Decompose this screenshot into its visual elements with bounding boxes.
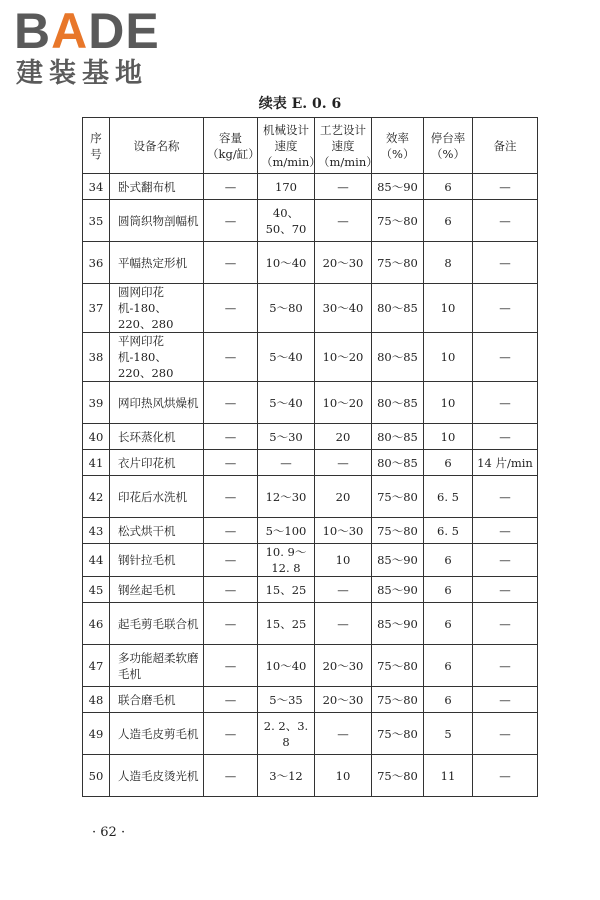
header-no: 序号 bbox=[83, 118, 110, 174]
process-speed-cell: 20～30 bbox=[315, 687, 372, 713]
stop-rate-cell: 10 bbox=[424, 284, 473, 333]
capacity-cell: — bbox=[204, 284, 258, 333]
efficiency-cell: 75～80 bbox=[372, 687, 424, 713]
equipment-name-cell: 起毛剪毛联合机 bbox=[110, 603, 204, 645]
header-capacity: 容量（kg/缸） bbox=[204, 118, 258, 174]
row-number-cell: 50 bbox=[83, 755, 110, 797]
equipment-name-cell: 平网印花机-180、220、280 bbox=[110, 333, 204, 382]
process-speed-cell: 10 bbox=[315, 544, 372, 577]
capacity-cell: — bbox=[204, 424, 258, 450]
capacity-cell: — bbox=[204, 518, 258, 544]
row-number-cell: 37 bbox=[83, 284, 110, 333]
table-row bbox=[83, 174, 538, 200]
table-row bbox=[83, 603, 538, 645]
table-row bbox=[83, 382, 538, 424]
equipment-name-cell: 钢针拉毛机 bbox=[110, 544, 204, 577]
equipment-name-cell: 钢丝起毛机 bbox=[110, 577, 204, 603]
efficiency-cell: 80～85 bbox=[372, 450, 424, 476]
equipment-name-cell: 圆网印花机-180、220、280 bbox=[110, 284, 204, 333]
process-speed-cell: 10～20 bbox=[315, 333, 372, 382]
equipment-name-cell: 松式烘干机 bbox=[110, 518, 204, 544]
stop-rate-cell: 11 bbox=[424, 755, 473, 797]
mech-speed-cell: 12～30 bbox=[258, 476, 315, 518]
mech-speed-cell: 40、50、70 bbox=[258, 200, 315, 242]
stop-rate-cell: 10 bbox=[424, 382, 473, 424]
stop-rate-cell: 6 bbox=[424, 603, 473, 645]
capacity-cell: — bbox=[204, 333, 258, 382]
equipment-name-cell: 长环蒸化机 bbox=[110, 424, 204, 450]
row-number-cell: 39 bbox=[83, 382, 110, 424]
table-row bbox=[83, 755, 538, 797]
capacity-cell: — bbox=[204, 450, 258, 476]
note-cell: — bbox=[473, 424, 538, 450]
mech-speed-cell: 10～40 bbox=[258, 645, 315, 687]
stop-rate-cell: 6 bbox=[424, 450, 473, 476]
row-number-cell: 43 bbox=[83, 518, 110, 544]
row-number-cell: 48 bbox=[83, 687, 110, 713]
efficiency-cell: 75～80 bbox=[372, 476, 424, 518]
mech-speed-cell: 5～40 bbox=[258, 333, 315, 382]
efficiency-cell: 75～80 bbox=[372, 755, 424, 797]
mech-speed-cell: 170 bbox=[258, 174, 315, 200]
mech-speed-cell: 10～40 bbox=[258, 242, 315, 284]
equipment-name-cell: 人造毛皮剪毛机 bbox=[110, 713, 204, 755]
equipment-name-cell: 多功能超柔软磨毛机 bbox=[110, 645, 204, 687]
capacity-cell: — bbox=[204, 242, 258, 284]
process-speed-cell: — bbox=[315, 713, 372, 755]
mech-speed-cell: 5～80 bbox=[258, 284, 315, 333]
equipment-name-cell: 印花后水洗机 bbox=[110, 476, 204, 518]
row-number-cell: 46 bbox=[83, 603, 110, 645]
capacity-cell: — bbox=[204, 645, 258, 687]
stop-rate-cell: 8 bbox=[424, 242, 473, 284]
note-cell: — bbox=[473, 174, 538, 200]
capacity-cell: — bbox=[204, 174, 258, 200]
mech-speed-cell: — bbox=[258, 450, 315, 476]
row-number-cell: 34 bbox=[83, 174, 110, 200]
mech-speed-cell: 10. 9～12. 8 bbox=[258, 544, 315, 577]
process-speed-cell: 20 bbox=[315, 476, 372, 518]
table-row bbox=[83, 242, 538, 284]
header-stop-rate: 停台率（%） bbox=[424, 118, 473, 174]
mech-speed-cell: 5～30 bbox=[258, 424, 315, 450]
table-row bbox=[83, 687, 538, 713]
process-speed-cell: 10 bbox=[315, 755, 372, 797]
efficiency-cell: 80～85 bbox=[372, 382, 424, 424]
note-cell: — bbox=[473, 645, 538, 687]
note-cell: — bbox=[473, 713, 538, 755]
capacity-cell: — bbox=[204, 200, 258, 242]
capacity-cell: — bbox=[204, 577, 258, 603]
capacity-cell: — bbox=[204, 755, 258, 797]
process-speed-cell: 20～30 bbox=[315, 242, 372, 284]
equipment-name-cell: 平幅热定形机 bbox=[110, 242, 204, 284]
process-speed-cell: 20～30 bbox=[315, 645, 372, 687]
note-cell: — bbox=[473, 476, 538, 518]
note-cell: — bbox=[473, 518, 538, 544]
equipment-name-cell: 衣片印花机 bbox=[110, 450, 204, 476]
row-number-cell: 47 bbox=[83, 645, 110, 687]
efficiency-cell: 75～80 bbox=[372, 645, 424, 687]
equipment-name-cell: 网印热风烘燥机 bbox=[110, 382, 204, 424]
table-row bbox=[83, 200, 538, 242]
table-body bbox=[83, 174, 538, 797]
stop-rate-cell: 6 bbox=[424, 645, 473, 687]
table-row bbox=[83, 476, 538, 518]
process-speed-cell: — bbox=[315, 174, 372, 200]
stop-rate-cell: 10 bbox=[424, 333, 473, 382]
note-cell: — bbox=[473, 687, 538, 713]
stop-rate-cell: 6 bbox=[424, 174, 473, 200]
process-speed-cell: — bbox=[315, 450, 372, 476]
equipment-table bbox=[82, 117, 538, 797]
row-number-cell: 40 bbox=[83, 424, 110, 450]
table-row bbox=[83, 713, 538, 755]
stop-rate-cell: 6 bbox=[424, 687, 473, 713]
mech-speed-cell: 15、25 bbox=[258, 577, 315, 603]
efficiency-cell: 85～90 bbox=[372, 174, 424, 200]
efficiency-cell: 75～80 bbox=[372, 713, 424, 755]
table-row bbox=[83, 645, 538, 687]
mech-speed-cell: 5～40 bbox=[258, 382, 315, 424]
efficiency-cell: 75～80 bbox=[372, 518, 424, 544]
equipment-name-cell: 卧式翻布机 bbox=[110, 174, 204, 200]
header-note: 备注 bbox=[473, 118, 538, 174]
row-number-cell: 38 bbox=[83, 333, 110, 382]
note-cell: — bbox=[473, 755, 538, 797]
row-number-cell: 36 bbox=[83, 242, 110, 284]
efficiency-cell: 80～85 bbox=[372, 424, 424, 450]
efficiency-cell: 85～90 bbox=[372, 544, 424, 577]
header-efficiency: 效率（%） bbox=[372, 118, 424, 174]
table-header-row bbox=[83, 118, 538, 174]
table-caption: 续表 E. 0. 6 bbox=[258, 96, 342, 112]
capacity-cell: — bbox=[204, 544, 258, 577]
table-row bbox=[83, 333, 538, 382]
efficiency-cell: 80～85 bbox=[372, 284, 424, 333]
process-speed-cell: — bbox=[315, 200, 372, 242]
note-cell: — bbox=[473, 284, 538, 333]
table-row bbox=[83, 544, 538, 577]
logo-subtitle: 建装基地 bbox=[16, 58, 148, 89]
capacity-cell: — bbox=[204, 476, 258, 518]
note-cell: — bbox=[473, 382, 538, 424]
header-name: 设备名称 bbox=[110, 118, 204, 174]
stop-rate-cell: 6. 5 bbox=[424, 518, 473, 544]
capacity-cell: — bbox=[204, 713, 258, 755]
equipment-name-cell: 联合磨毛机 bbox=[110, 687, 204, 713]
table-row bbox=[83, 577, 538, 603]
mech-speed-cell: 5～100 bbox=[258, 518, 315, 544]
equipment-name-cell: 圆筒织物剖幅机 bbox=[110, 200, 204, 242]
row-number-cell: 41 bbox=[83, 450, 110, 476]
stop-rate-cell: 6 bbox=[424, 544, 473, 577]
bade-logo bbox=[14, 3, 184, 92]
process-speed-cell: — bbox=[315, 603, 372, 645]
note-cell: 14 片/min bbox=[473, 450, 538, 476]
efficiency-cell: 75～80 bbox=[372, 200, 424, 242]
capacity-cell: — bbox=[204, 382, 258, 424]
row-number-cell: 44 bbox=[83, 544, 110, 577]
efficiency-cell: 85～90 bbox=[372, 603, 424, 645]
row-number-cell: 45 bbox=[83, 577, 110, 603]
header-mech-speed: 机械设计速度（m/min） bbox=[258, 118, 315, 174]
mech-speed-cell: 15、25 bbox=[258, 603, 315, 645]
process-speed-cell: 20 bbox=[315, 424, 372, 450]
row-number-cell: 49 bbox=[83, 713, 110, 755]
stop-rate-cell: 10 bbox=[424, 424, 473, 450]
table-row bbox=[83, 424, 538, 450]
note-cell: — bbox=[473, 544, 538, 577]
process-speed-cell: 10～30 bbox=[315, 518, 372, 544]
note-cell: — bbox=[473, 603, 538, 645]
stop-rate-cell: 6. 5 bbox=[424, 476, 473, 518]
table-row bbox=[83, 518, 538, 544]
process-speed-cell: 30～40 bbox=[315, 284, 372, 333]
mech-speed-cell: 2. 2、3. 8 bbox=[258, 713, 315, 755]
stop-rate-cell: 5 bbox=[424, 713, 473, 755]
stop-rate-cell: 6 bbox=[424, 200, 473, 242]
equipment-name-cell: 人造毛皮烫光机 bbox=[110, 755, 204, 797]
note-cell: — bbox=[473, 242, 538, 284]
header-process-speed: 工艺设计速度（m/min） bbox=[315, 118, 372, 174]
note-cell: — bbox=[473, 200, 538, 242]
efficiency-cell: 80～85 bbox=[372, 333, 424, 382]
row-number-cell: 35 bbox=[83, 200, 110, 242]
capacity-cell: — bbox=[204, 603, 258, 645]
logo-wordmark: BADE bbox=[14, 3, 160, 59]
efficiency-cell: 75～80 bbox=[372, 242, 424, 284]
note-cell: — bbox=[473, 577, 538, 603]
mech-speed-cell: 5～35 bbox=[258, 687, 315, 713]
efficiency-cell: 85～90 bbox=[372, 577, 424, 603]
process-speed-cell: 10～20 bbox=[315, 382, 372, 424]
row-number-cell: 42 bbox=[83, 476, 110, 518]
note-cell: — bbox=[473, 333, 538, 382]
table-row bbox=[83, 284, 538, 333]
process-speed-cell: — bbox=[315, 577, 372, 603]
capacity-cell: — bbox=[204, 687, 258, 713]
page-number: · 62 · bbox=[92, 825, 126, 840]
stop-rate-cell: 6 bbox=[424, 577, 473, 603]
table-row bbox=[83, 450, 538, 476]
mech-speed-cell: 3～12 bbox=[258, 755, 315, 797]
